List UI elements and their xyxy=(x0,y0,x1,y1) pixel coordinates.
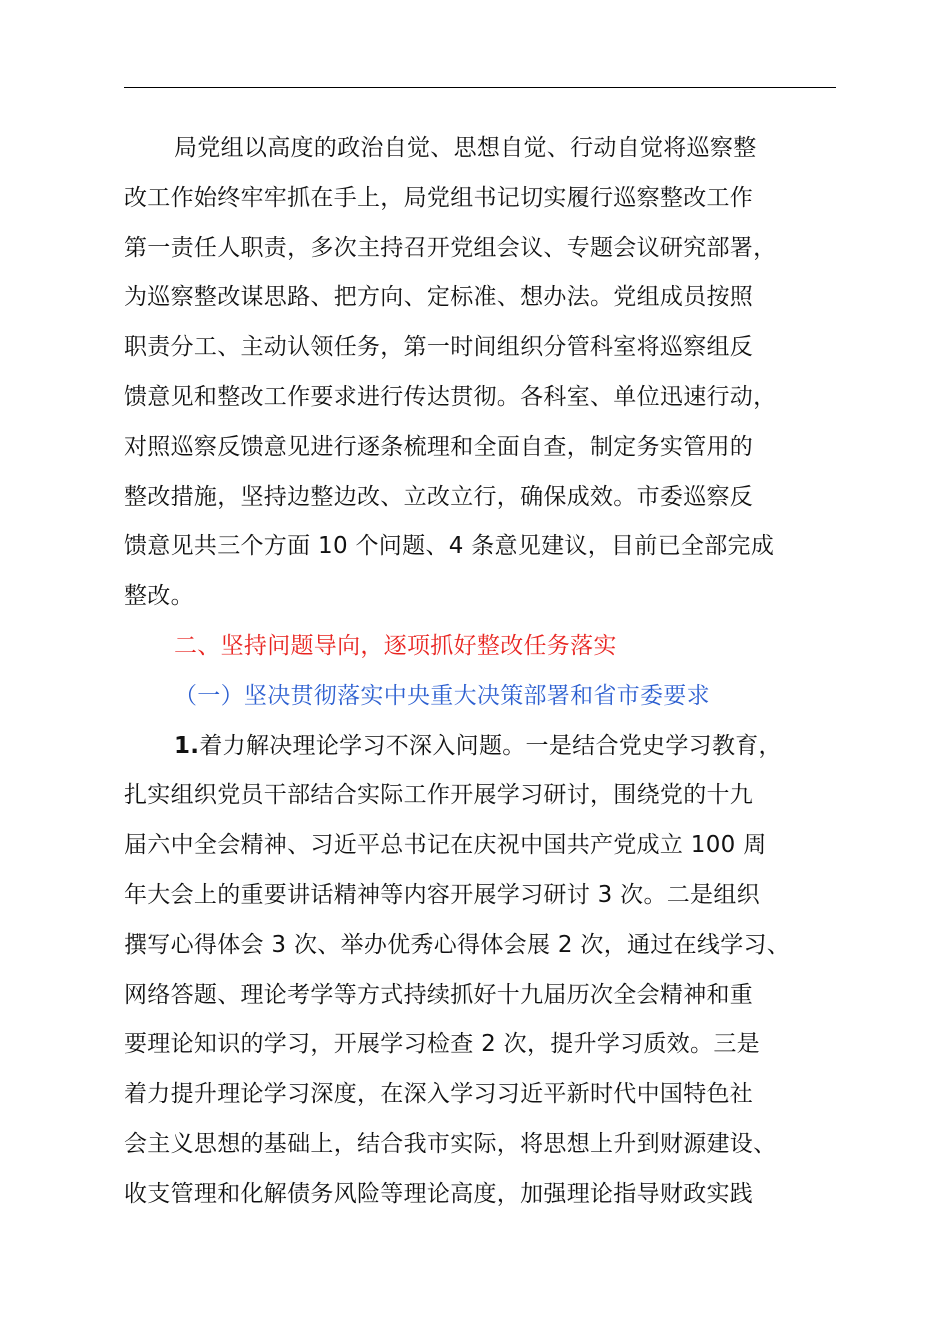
paragraph-inspection-rectification xyxy=(124,124,864,622)
paragraph-line: 第一责任人职责，多次主持召开党组会议、专题会议研究部署， xyxy=(124,234,777,261)
paragraph-line: 局党组以高度的政治自觉、思想自觉、行动自觉将巡察整 xyxy=(174,135,757,161)
paragraph-line: 为巡察整改谋思路、把方向、定标准、想办法。党组成员按照 xyxy=(124,284,754,311)
paragraph-line: 收支管理和化解债务风险等理论高度，加强理论指导财政实践 xyxy=(124,1180,754,1207)
paragraph-line: 扎实组织党员干部结合实际工作开展学习研讨，围绕党的十九 xyxy=(124,782,754,809)
paragraph-theory-study xyxy=(124,722,864,1220)
subsection-heading: （一）坚决贯彻落实中央重大决策部署和省市委要求 xyxy=(174,682,710,709)
paragraph-line xyxy=(124,722,864,772)
paragraph-line: 整改。 xyxy=(124,583,194,610)
paragraph-line: 改工作始终牢牢抓在手上，局党组书记切实履行巡察整改工作 xyxy=(124,184,754,211)
paragraph-line: 馈意见共三个方面 10 个问题、4 条意见建议，目前已全部完成 xyxy=(124,533,775,560)
section-heading: 二、坚持问题导向，逐项抓好整改任务落实 xyxy=(174,632,617,659)
header-rule xyxy=(124,87,836,88)
paragraph-line-text: 着力解决理论学习不深入问题。一是结合党史学习教育， xyxy=(199,732,782,759)
paragraph-line: 整改措施，坚持边整边改、立改立行，确保成效。市委巡察反 xyxy=(124,483,754,510)
paragraph-line: 着力提升理论学习深度，在深入学习习近平新时代中国特色社 xyxy=(124,1081,754,1108)
paragraph-line: 职责分工、主动认领任务，第一时间组织分管科室将巡察组反 xyxy=(124,334,754,361)
paragraph-line: 对照巡察反馈意见进行逐条梳理和全面自查，制定务实管用的 xyxy=(124,433,754,460)
paragraph-line: 年大会上的重要讲话精神等内容开展学习研讨 3 次。二是组织 xyxy=(124,881,760,908)
paragraph-line: 撰写心得体会 3 次、举办优秀心得体会展 2 次，通过在线学习、 xyxy=(124,931,791,958)
paragraph-line: 要理论知识的学习，开展学习检查 2 次，提升学习质效。三是 xyxy=(124,1031,760,1058)
document-body xyxy=(124,124,864,1220)
paragraph-line: 届六中全会精神、习近平总书记在庆祝中国共产党成立 100 周 xyxy=(124,832,767,859)
paragraph-line: 馈意见和整改工作要求进行传达贯彻。各科室、单位迅速行动， xyxy=(124,383,777,410)
item-number: 1. xyxy=(174,732,200,759)
paragraph-line: 会主义思想的基础上，结合我市实际，将思想上升到财源建设、 xyxy=(124,1130,777,1157)
paragraph-line: 网络答题、理论考学等方式持续抓好十九届历次全会精神和重 xyxy=(124,981,754,1008)
